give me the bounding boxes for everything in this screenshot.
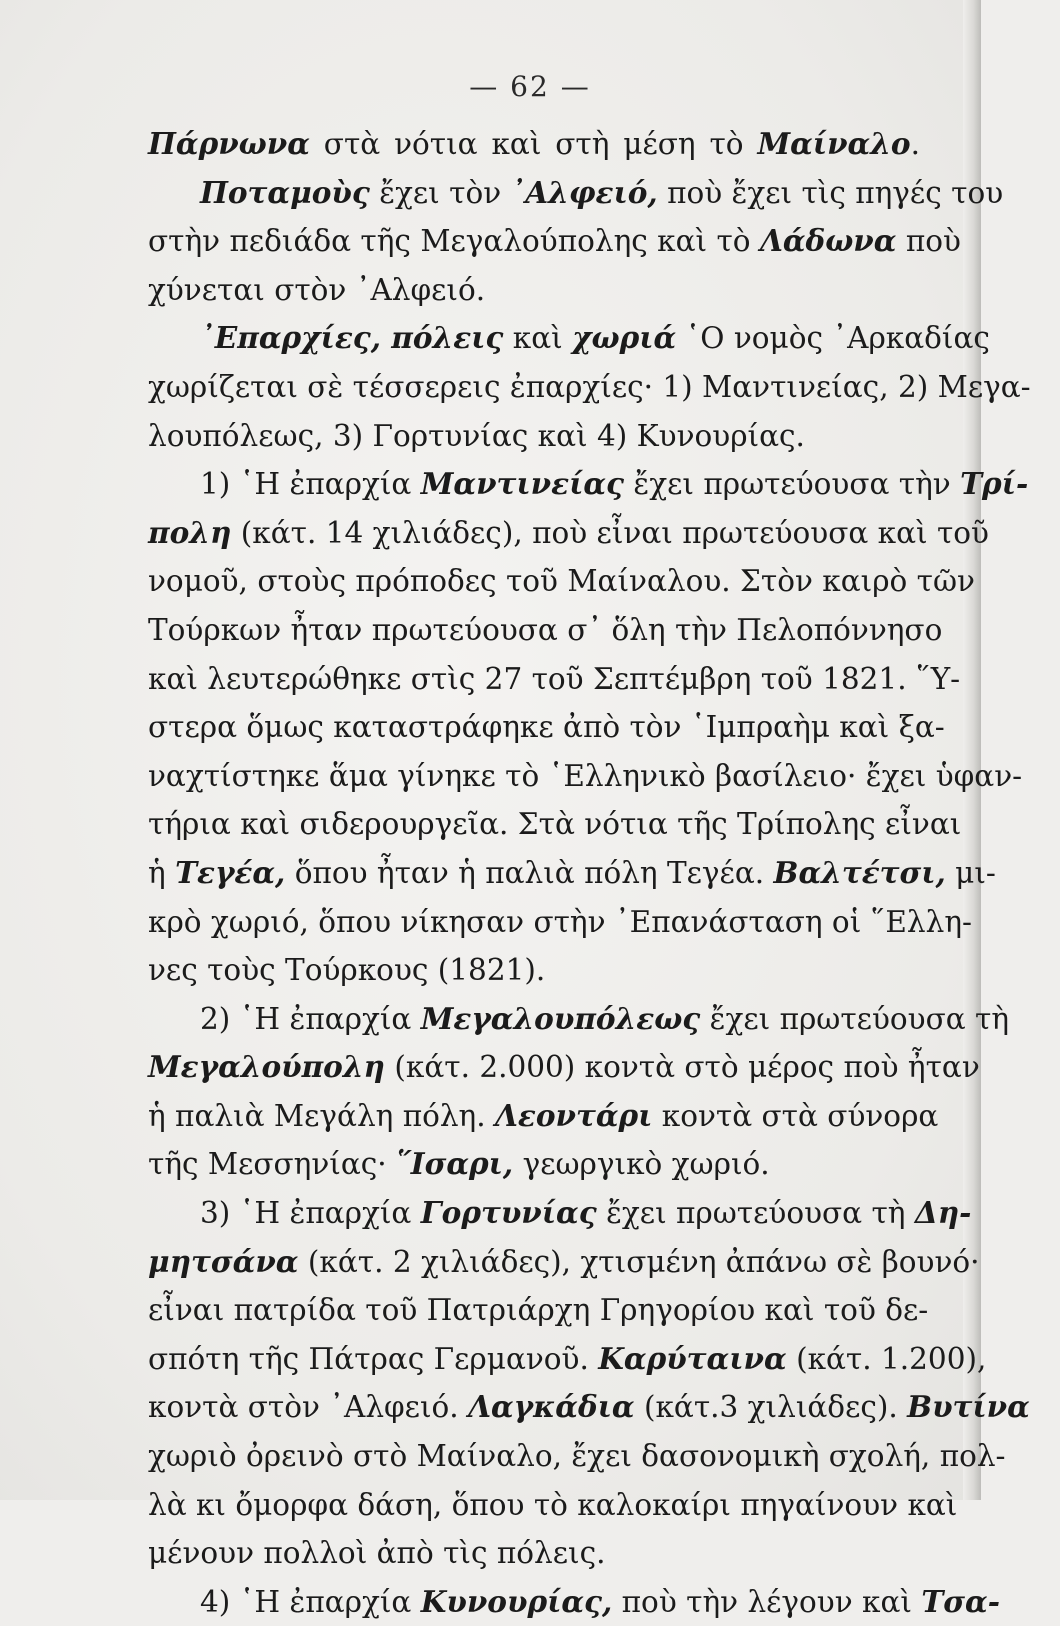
text-segment: στὰ νότια καὶ στὴ μέση τὸ — [309, 127, 758, 161]
text-line — [148, 703, 945, 752]
text-segment: (κάτ.3 χιλιάδες). — [634, 1390, 908, 1425]
text-line — [148, 1140, 920, 1189]
text-segment: ποὺ ἔχει τὶς πηγές του — [657, 175, 1004, 210]
text-line — [148, 1286, 929, 1335]
text-segment: 4) ῾Η ἐπαρχία — [200, 1584, 421, 1619]
text-segment: ποὺ τὴν λέγουν καὶ — [612, 1584, 922, 1619]
text-segment: καὶ λευτερώθηκε στὶς 27 τοῦ Σεπτέμβρη τοῦ 1821. ῞Υ- — [148, 661, 961, 696]
text-line — [148, 1383, 1030, 1432]
text-segment: εἶναι πατρίδα τοῦ Πατριάρχη Γρηγορίου καὶ τοῦ δε- — [148, 1293, 929, 1328]
text-segment: λὰ κι ὄμορφα δάση, ὅπου τὸ καλοκαίρι πηγαίνουν καὶ — [148, 1487, 958, 1522]
text-line — [148, 1043, 980, 1092]
emphasized-term: πολη — [148, 514, 232, 550]
text-line — [148, 169, 1004, 218]
text-segment: (κάτ. 2.000) κοντὰ στὸ μέρος ποὺ ἦταν — [385, 1050, 980, 1085]
text-line — [148, 217, 961, 266]
text-segment: κοντὰ στὸν ᾿Αλφειό. — [148, 1390, 469, 1425]
emphasized-term: Γορτυνίας — [420, 1195, 597, 1231]
emphasized-term: Λεοντάρι — [495, 1097, 653, 1133]
emphasized-term: Τεγέα, — [175, 854, 286, 890]
text-segment: ἡ — [148, 855, 176, 890]
text-segment: μένουν πολλοὶ ἀπὸ τὶς πόλεις. — [148, 1536, 606, 1571]
text-line — [148, 606, 943, 655]
emphasized-term: μητσάνα — [148, 1243, 299, 1279]
text-line — [148, 995, 1010, 1044]
emphasized-term: Πάρνωνα — [148, 126, 310, 161]
text-segment: 1) ῾Η ἐπαρχία — [200, 467, 421, 502]
emphasized-term: Ποταμοὺς — [200, 174, 370, 210]
text-segment: τήρια καὶ σιδερουργεῖα. Στὰ νότια τῆς Τρίπολης εἶναι — [148, 807, 962, 842]
emphasized-term: Μεγαλουπόλεως — [420, 1000, 701, 1036]
text-line — [148, 849, 996, 898]
text-line — [148, 1481, 958, 1530]
emphasized-term: Λαγκάδια — [468, 1389, 635, 1425]
text-segment: στὴν πεδιάδα τῆς Μεγαλούπολης καὶ τὸ — [148, 224, 760, 259]
text-line — [148, 363, 1031, 412]
text-line — [148, 898, 972, 947]
text-segment: γεωργικὸ χωριό. — [513, 1147, 770, 1182]
text-segment: ναχτίστηκε ἅμα γίνηκε τὸ ῾Ελληνικὸ βασίλειο· ἔχει ὑφαν- — [148, 758, 1023, 793]
text-segment: νες τοὺς Τούρκους (1821). — [148, 953, 546, 988]
text-segment: 2) ῾Η ἐπαρχία — [200, 1001, 421, 1036]
text-segment: μι- — [945, 855, 996, 890]
emphasized-term: Βαλτέτσι, — [773, 854, 946, 890]
text-line — [148, 1238, 980, 1287]
text-segment: νομοῦ, στοὺς πρόποδες τοῦ Μαίναλου. Στὸν καιρὸ τῶν — [148, 564, 975, 599]
emphasized-term: Κυνουρίας, — [420, 1583, 613, 1619]
emphasized-term: Καρύταινα — [598, 1340, 787, 1376]
text-segment: ὅπου ἦταν ἡ παλιὰ πόλη Τεγέα. — [285, 855, 774, 890]
emphasized-term: Δη- — [914, 1195, 972, 1231]
text-segment: (κάτ. 2 χιλιάδες), χτισμένη ἀπάνω σὲ βουνό· — [298, 1244, 980, 1279]
emphasized-term: Λάδωνα — [759, 223, 897, 259]
text-line — [148, 509, 989, 558]
page-number: — 62 — — [469, 70, 591, 103]
text-line — [148, 266, 920, 315]
text-line — [148, 314, 990, 363]
text-line — [148, 1529, 920, 1578]
text-line — [148, 557, 975, 606]
text-segment: (κάτ. 14 χιλιάδες), ποὺ εἶναι πρωτεύουσα καὶ τοῦ — [231, 515, 989, 550]
text-segment: 3) ῾Η ἐπαρχία — [200, 1196, 421, 1231]
emphasized-term: χωριά — [572, 320, 677, 356]
text-line — [148, 460, 1029, 509]
text-segment: κρὸ χωριό, ὅπου νίκησαν στὴν ᾿Επανάσταση οἱ ῞Ελλη- — [148, 904, 972, 939]
text-segment: ποὺ — [896, 224, 961, 259]
emphasized-term: ᾿Επαρχίες, πόλεις — [200, 320, 504, 356]
text-segment: καὶ — [503, 321, 573, 356]
emphasized-term: Τρί- — [960, 466, 1029, 502]
emphasized-term: ῞Ισαρι, — [396, 1146, 514, 1182]
text-line — [148, 1335, 987, 1384]
text-segment: ἔχει πρωτεύουσα τὴ — [596, 1196, 915, 1231]
text-segment: (κάτ. 1.200), — [786, 1341, 987, 1376]
text-segment: χωρίζεται σὲ τέσσερεις ἐπαρχίες· 1) Μαντινείας, 2) Μεγα- — [148, 369, 1031, 404]
text-segment: χωριὸ ὀρεινὸ στὸ Μαίναλο, ἔχει δασονομικὴ σχολή, πολ- — [148, 1439, 1006, 1474]
text-segment: χύνεται στὸν ᾿Αλφειό. — [148, 272, 486, 307]
text-line — [148, 752, 1023, 801]
text-segment: ἔχει πρωτεύουσα τὴ — [700, 1001, 1010, 1036]
text-line — [148, 800, 962, 849]
text-line — [148, 655, 961, 704]
text-line — [148, 120, 920, 169]
text-line — [148, 412, 920, 461]
text-segment: κοντὰ στὰ σύνορα — [652, 1098, 939, 1133]
text-line — [148, 1092, 939, 1141]
emphasized-term: Μαίναλο — [757, 126, 911, 161]
text-line — [148, 946, 920, 995]
text-segment: λουπόλεως, 3) Γορτυνίας καὶ 4) Κυνουρίας. — [148, 418, 805, 453]
text-segment: ἔχει πρωτεύουσα τὴν — [624, 467, 961, 502]
text-segment: ῾Ο νομὸς ᾿Αρκαδίας — [676, 321, 990, 356]
text-line — [148, 1189, 972, 1238]
text-segment: σπότη τῆς Πάτρας Γερμανοῦ. — [148, 1341, 599, 1376]
emphasized-term: Τσα- — [921, 1583, 1001, 1619]
emphasized-term: ᾿Αλφειό, — [510, 174, 658, 210]
text-segment: Τούρκων ἦταν πρωτεύουσα σ᾿ ὅλη τὴν Πελοπόννησο — [148, 612, 943, 647]
text-segment: τῆς Μεσσηνίας· — [148, 1147, 397, 1182]
text-line — [148, 1432, 1006, 1481]
text-line — [148, 1578, 1001, 1626]
text-segment: . — [910, 127, 920, 161]
text-segment: ἡ παλιὰ Μεγάλη πόλη. — [148, 1098, 495, 1133]
text-segment: στερα ὅμως καταστράφηκε ἀπὸ τὸν ῾Ιμπραὴμ καὶ ξα- — [148, 710, 945, 745]
emphasized-term: Μαντινείας — [420, 466, 625, 502]
body-text — [148, 120, 1031, 1626]
emphasized-term: Βυτίνα — [907, 1389, 1030, 1425]
emphasized-term: Μεγαλούπολη — [148, 1049, 385, 1085]
text-segment: ἔχει τὸν — [369, 175, 511, 210]
